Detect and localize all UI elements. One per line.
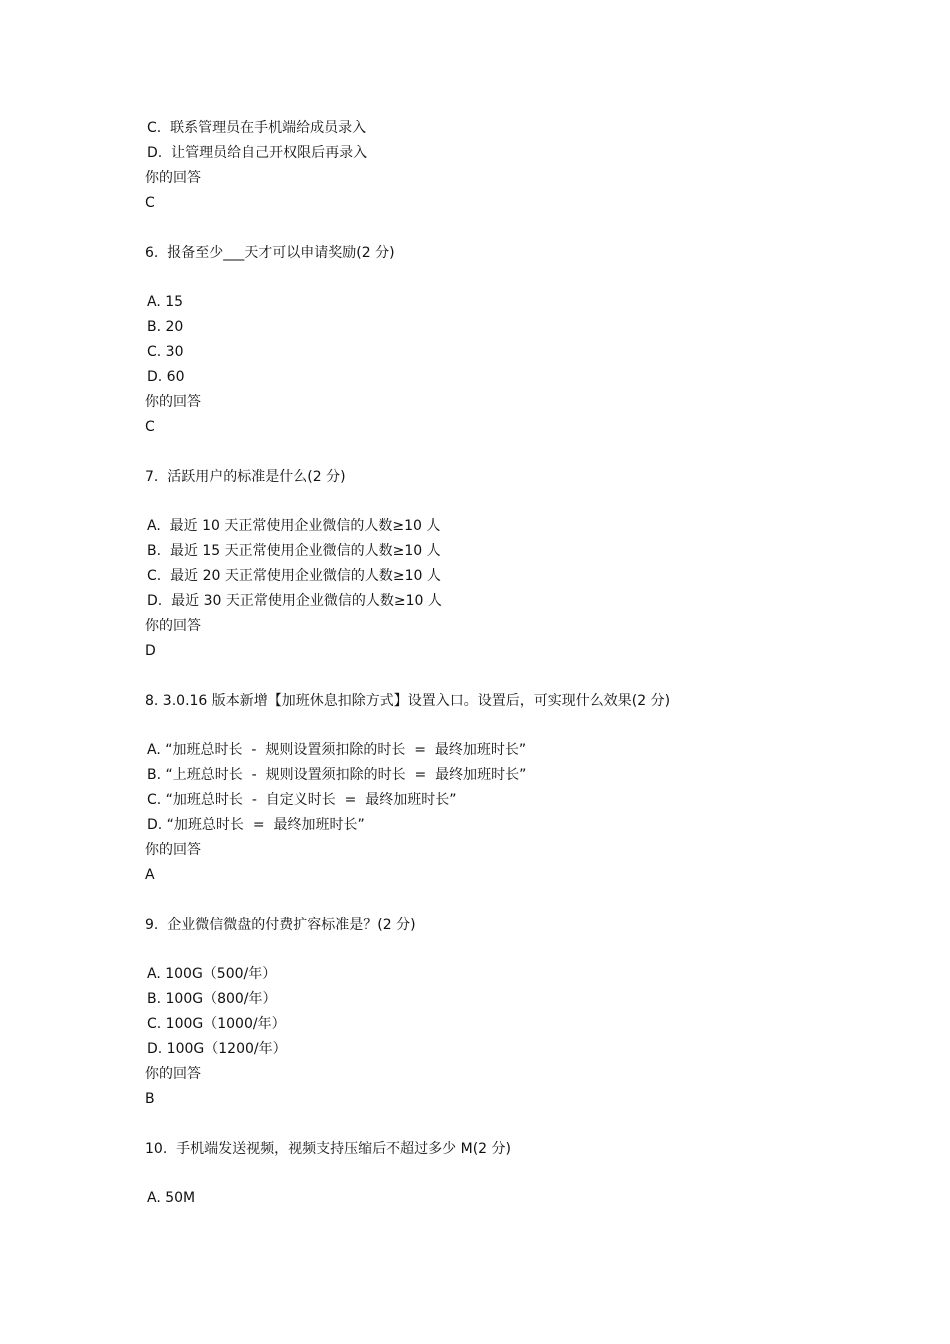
question-9-option-c: C. 100G（1000/年） — [147, 1016, 286, 1032]
question-6-option-d: D. 60 — [147, 369, 185, 385]
question-10-text: 10. 手机端发送视频，视频支持压缩后不超过多少 M(2 分) — [145, 1141, 511, 1157]
question-9-option-b: B. 100G（800/年） — [147, 991, 277, 1007]
question-8-option-b: B. “上班总时长 - 规则设置须扣除的时长 = 最终加班时长” — [147, 767, 527, 783]
question-9-option-a: A. 100G（500/年） — [147, 966, 277, 982]
question-9-answer-label: 你的回答 — [145, 1066, 201, 1082]
question-7-answer-label: 你的回答 — [145, 618, 201, 634]
question-6-option-b: B. 20 — [147, 319, 184, 335]
question-7-answer: D — [145, 643, 156, 659]
question-7-option-a: A. 最近 10 天正常使用企业微信的人数≥10 人 — [147, 518, 441, 534]
question-8-text: 8. 3.0.16 版本新增【加班休息扣除方式】设置入口。设置后，可实现什么效果(2 分) — [145, 693, 671, 709]
question-8-option-d: D. “加班总时长 = 最终加班时长” — [147, 817, 365, 833]
question-7-text: 7. 活跃用户的标准是什么(2 分) — [145, 469, 346, 485]
question-7-option-b: B. 最近 15 天正常使用企业微信的人数≥10 人 — [147, 543, 441, 559]
question-8-answer: A — [145, 867, 155, 883]
question-10-option-a: A. 50M — [147, 1190, 196, 1206]
question-6-answer: C — [145, 419, 155, 435]
question-8-option-a: A. “加班总时长 - 规则设置须扣除的时长 = 最终加班时长” — [147, 742, 527, 758]
question-6-text: 6. 报备至少___天才可以申请奖励(2 分) — [145, 245, 395, 261]
option-c: C. 联系管理员在手机端给成员录入 — [147, 120, 367, 136]
answer-label: 你的回答 — [145, 170, 201, 186]
question-8-answer-label: 你的回答 — [145, 842, 201, 858]
question-8-option-c: C. “加班总时长 - 自定义时长 = 最终加班时长” — [147, 792, 457, 808]
question-6-option-c: C. 30 — [147, 344, 184, 360]
question-6-answer-label: 你的回答 — [145, 394, 201, 410]
question-7-option-d: D. 最近 30 天正常使用企业微信的人数≥10 人 — [147, 593, 442, 609]
option-d: D. 让管理员给自己开权限后再录入 — [147, 145, 368, 161]
answer-value: C — [145, 195, 155, 211]
question-7-option-c: C. 最近 20 天正常使用企业微信的人数≥10 人 — [147, 568, 441, 584]
question-6-option-a: A. 15 — [147, 294, 184, 310]
question-9-answer: B — [145, 1091, 155, 1107]
question-9-option-d: D. 100G（1200/年） — [147, 1041, 287, 1057]
question-9-text: 9. 企业微信微盘的付费扩容标准是？(2 分) — [145, 917, 416, 933]
